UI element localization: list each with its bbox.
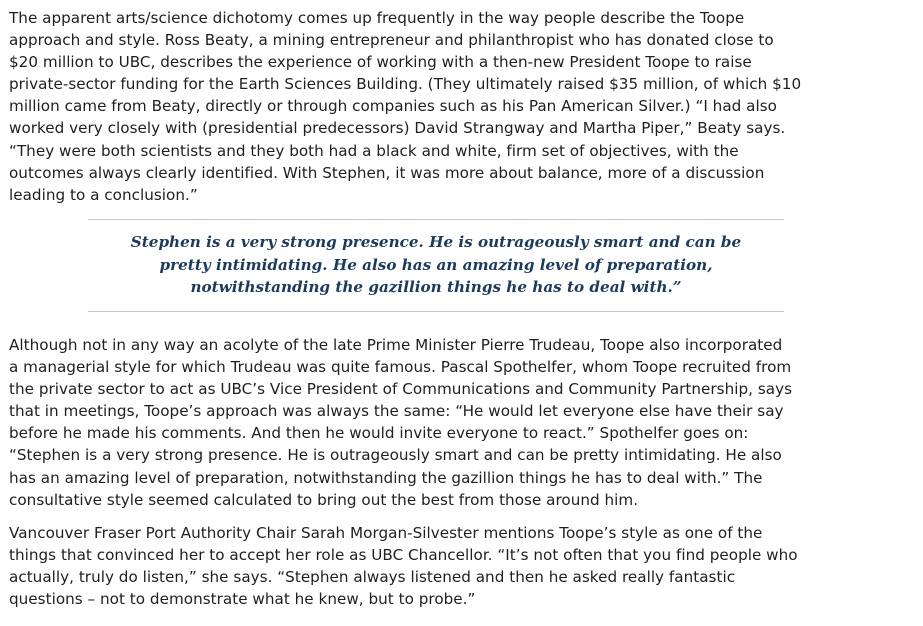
- pull-quote-line: Stephen is a very strong presence. He is outrageously smart and can be: [130, 233, 742, 251]
- pull-quote: [88, 219, 784, 312]
- paragraph-line: questions – not to demonstrate what he knew, but to probe.”: [9, 590, 476, 609]
- paragraph-line: outcomes always clearly identified. With Stephen, it was more about balance, more of a discussion: [9, 163, 765, 182]
- paragraph-3-text: [9, 522, 889, 610]
- paragraph-line: that in meetings, Toope’s approach was always the same: “He would let everyone else have their say: [9, 402, 784, 421]
- pull-quote-line: notwithstanding the gazillion things he has to deal with.”: [190, 278, 682, 296]
- paragraph-line: Vancouver Fraser Port Authority Chair Sarah Morgan-Silvester mentions Toope’s style as one of the: [9, 524, 763, 542]
- paragraph-line: a managerial style for which Trudeau was quite famous. Pascal Spothelfer, whom Toope recruited from: [9, 358, 792, 377]
- paragraph-line: the private sector to act as UBC’s Vice President of Communications and Community Partnership, says: [9, 380, 793, 399]
- paragraph-line: consultative style seemed calculated to bring out the best from those around him.: [9, 490, 639, 509]
- paragraph-line: leading to a conclusion.”: [9, 185, 198, 204]
- paragraph-2-text: [9, 334, 914, 511]
- paragraph-1: [9, 7, 889, 206]
- paragraph-line: $20 million to UBC, describes the experience of working with a then-new President Toope to raise: [9, 53, 752, 72]
- paragraph-line: has an amazing level of preparation, notwithstanding the gazillion things he has to deal with.” The: [9, 468, 763, 487]
- paragraph-line: “They were both scientists and they both had a black and white, firm set of objectives, with the: [9, 141, 739, 160]
- paragraph-line: approach and style. Ross Beaty, a mining entrepreneur and philanthropist who has donated close to: [9, 31, 774, 50]
- paragraph-3: [9, 522, 889, 610]
- pull-quote-line: pretty intimidating. He also has an amazing level of preparation,: [159, 255, 713, 274]
- paragraph-line: The apparent arts/science dichotomy comes up frequently in the way people describe the Toope: [9, 9, 745, 27]
- paragraph-line: Although not in any way an acolyte of the late Prime Minister Pierre Trudeau, Toope also incorporated: [9, 336, 783, 354]
- paragraph-1-text: [9, 7, 889, 206]
- paragraph-line: things that convinced her to accept her role as UBC Chancellor. “It’s not often that you find people who: [9, 546, 798, 565]
- paragraph-line: private-sector funding for the Earth Sciences Building. (They ultimately raised $35 million, of which $10: [9, 75, 802, 94]
- paragraph-2: [9, 334, 914, 511]
- paragraph-line: before he made his comments. And then he would invite everyone to react.” Spothelfer goes on:: [9, 424, 749, 443]
- paragraph-line: “Stephen is a very strong presence. He is outrageously smart and can be pretty intimidating. He also: [9, 446, 782, 465]
- paragraph-line: million came from Beaty, directly or through companies such as his Pan American Silver.) “I had also: [9, 97, 777, 116]
- paragraph-line: worked very closely with (presidential predecessors) David Strangway and Martha Piper,” Beaty says.: [9, 119, 786, 138]
- paragraph-line: actually, truly do listen,” she says. “Stephen always listened and then he asked really fantastic: [9, 568, 736, 587]
